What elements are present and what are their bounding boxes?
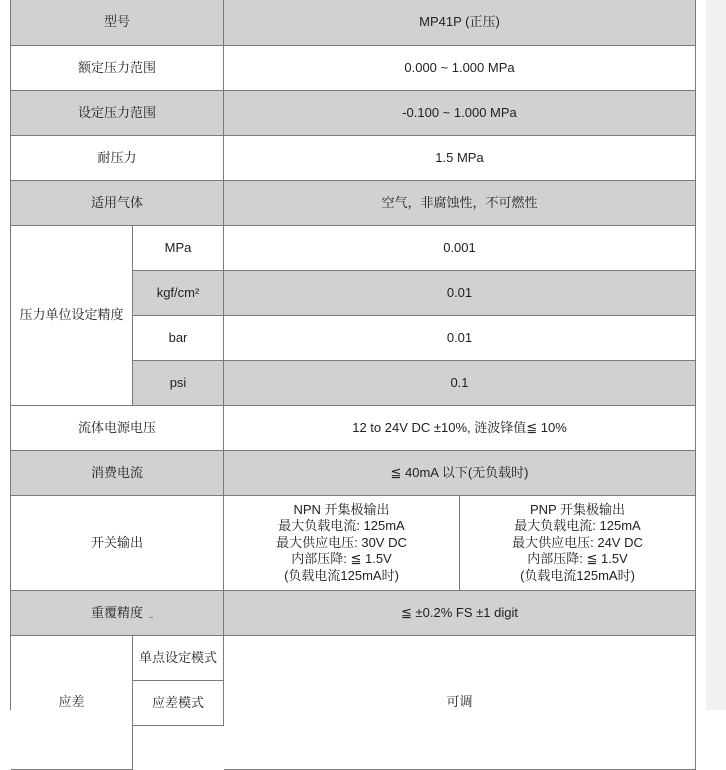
unit-psi-value: 0.1 bbox=[224, 361, 696, 406]
unit-mpa-value: 0.001 bbox=[224, 226, 696, 271]
hysteresis-value: 可调 bbox=[224, 636, 696, 770]
npn-title: NPN 开集极输出 bbox=[293, 501, 390, 517]
unit-kgf: kgf/cm² bbox=[133, 271, 224, 316]
npn-max-load: 最大负载电流: 125mA bbox=[278, 518, 405, 534]
hysteresis-mode-single: 单点设定模式 bbox=[133, 636, 224, 681]
scrollbar-track[interactable] bbox=[706, 0, 726, 710]
npn-note: (负载电流125mA时) bbox=[284, 567, 399, 583]
supply-voltage-value: 12 to 24V DC ±10%, 涟波锋值≦ 10% bbox=[224, 406, 696, 451]
unit-mpa: MPa bbox=[133, 226, 224, 271]
resolution-label: 压力单位设定精度 bbox=[11, 226, 133, 406]
model-label: 型号 bbox=[11, 0, 224, 46]
pnp-note: (负载电流125mA时) bbox=[520, 567, 635, 583]
unit-bar-value: 0.01 bbox=[224, 316, 696, 361]
npn-output bbox=[224, 496, 460, 591]
unit-bar: bar bbox=[133, 316, 224, 361]
repeatability-label: 重覆精度 bbox=[11, 591, 224, 636]
unit-psi: psi bbox=[133, 361, 224, 406]
current-value: ≦ 40mA 以下(无负载时) bbox=[224, 451, 696, 496]
proof-pressure-value: 1.5 MPa bbox=[224, 136, 696, 181]
current-label: 消费电流 bbox=[11, 451, 224, 496]
hysteresis-label: 应差 bbox=[11, 636, 133, 770]
stray-mark bbox=[149, 617, 153, 618]
switch-output-label: 开关输出 bbox=[11, 496, 224, 591]
supply-voltage-label: 流体电源电压 bbox=[11, 406, 224, 451]
pnp-title: PNP 开集极输出 bbox=[529, 501, 626, 517]
pnp-max-voltage: 最大供应电压: 24V DC bbox=[512, 534, 643, 550]
set-range-label: 设定压力范围 bbox=[11, 91, 224, 136]
rated-range-value: 0.000 ~ 1.000 MPa bbox=[224, 46, 696, 91]
proof-pressure-label: 耐压力 bbox=[11, 136, 224, 181]
hysteresis-mode-window: 应差模式 bbox=[133, 681, 224, 726]
pnp-output bbox=[460, 496, 696, 591]
model-value: MP41P (正压) bbox=[224, 0, 696, 46]
set-range-value: -0.100 ~ 1.000 MPa bbox=[224, 91, 696, 136]
fluid-label: 适用气体 bbox=[11, 181, 224, 226]
fluid-value: 空气，非腐蚀性，不可燃性 bbox=[224, 181, 696, 226]
npn-voltage-drop: 内部压降: ≦ 1.5V bbox=[291, 551, 392, 567]
pnp-max-load: 最大负载电流: 125mA bbox=[514, 518, 641, 534]
rated-range-label: 额定压力范围 bbox=[11, 46, 224, 91]
unit-kgf-value: 0.01 bbox=[224, 271, 696, 316]
pnp-voltage-drop: 内部压降: ≦ 1.5V bbox=[527, 551, 628, 567]
repeatability-value: ≦ ±0.2% FS ±1 digit bbox=[224, 591, 696, 636]
npn-max-voltage: 最大供应电压: 30V DC bbox=[276, 534, 407, 550]
page-gutter bbox=[696, 0, 706, 710]
